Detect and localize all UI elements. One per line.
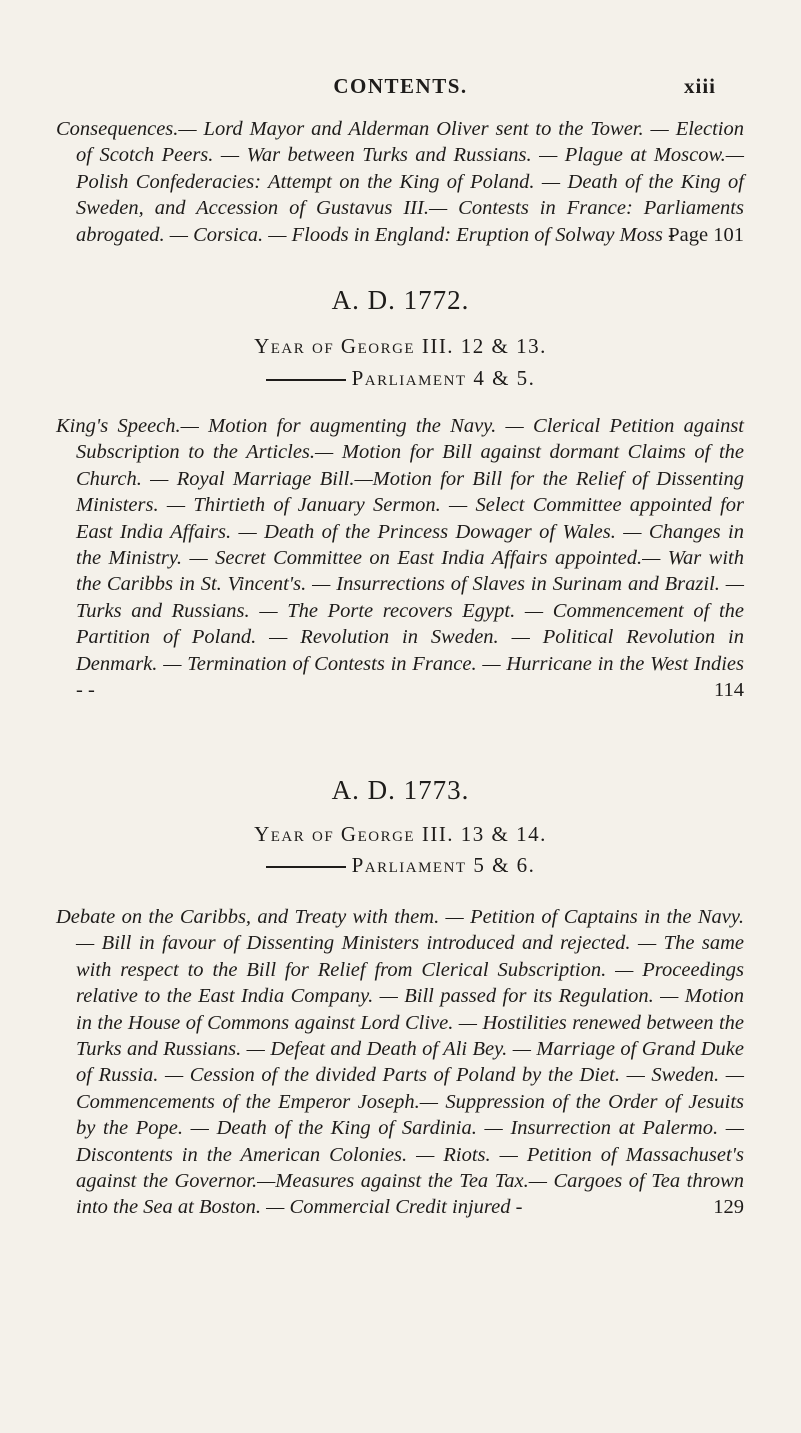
parliament-1773 — [0, 853, 801, 878]
rule-line — [266, 379, 346, 381]
page-number: xiii — [683, 74, 716, 98]
rule-line — [266, 866, 346, 868]
entry-text: Consequences.— Lord Mayor and Alderman Oliver sent to the Tower. — Election of Scotch Peers. — War between Turks and Russians. — Plague at Moscow.— Polish Confederacies: Attempt on the King of Poland. — Death of the King of Sweden, and Accession of Gustavus III.— Contests in France: Parliaments abrogated. — Corsica. — Floods in England: Eruption of Solway Moss - — [56, 118, 744, 246]
entry-page-ref: Page 101 — [668, 223, 744, 246]
page-title: CONTENTS. — [333, 74, 468, 98]
contents-entry-1772 — [56, 413, 744, 703]
parliament-label: Parliament 5 & 6. — [351, 853, 536, 877]
entry-page-ref: 114 — [714, 679, 744, 702]
entry-page-ref: 129 — [713, 1196, 744, 1219]
contents-entry-1771-tail — [56, 116, 744, 248]
year-heading-1772: A. D. 1772. — [331, 285, 470, 315]
parliament-label: Parliament 4 & 5. — [351, 366, 536, 390]
parliament-1772 — [0, 366, 801, 391]
contents-entry-1773 — [56, 904, 744, 1221]
entry-text: Debate on the Caribbs, and Treaty with them. — Petition of Captains in the Navy. — Bill in favour of Dissenting Ministers introduced and rejected. — The same with respect to the Bill for Relief from Clerical Subscription. — Proceedings relative to the East India Company. — Bill passed for its Regulation. — Motion in the House of Commons against Lord Clive. — Hostilities renewed between the Turks and Russians. — Defeat and Death of Ali Bey. — Marriage of Grand Duke of Russia. — Cession of the divided Parts of Poland by the Diet. — Sweden. — Commencements of the Emperor Joseph.— Suppression of the Order of Jesuits by the Pope. — Death of the King of Sardinia. — Insurrection at Palermo. — Discontents in the American Colonies. — Riots. — Petition of Massachuset's against the Governor.—Measures against the Tea Tax.— Cargoes of Tea thrown into the Sea at Boston. — Commercial Credit injured - — [56, 906, 744, 1219]
entry-text: King's Speech.— Motion for augmenting the Navy. — Clerical Petition against Subscription to the Articles.— Motion for Bill against dormant Claims of the Church. — Royal Marriage Bill.—Motion for Bill for the Relief of Dissenting Ministers. — Thirtieth of January Sermon. — Select Committee appointed for East India Affairs. — Death of the Princess Dowager of Wales. — Changes in the Ministry. — Secret Committee on East India Affairs appointed.— War with the Caribbs in St. Vincent's. — Insurrections of Slaves in Surinam and Brazil. — Turks and Russians. — The Porte recovers Egypt. — Commencement of the Partition of Poland. — Revolution in Sweden. — Political Revolution in Denmark. — Termination of Contests in France. — Hurricane in the West Indies - - — [56, 415, 744, 702]
running-head — [0, 74, 801, 104]
reign-year-1772: Year of George III. 12 & 13. — [254, 334, 547, 358]
reign-year-1773: Year of George III. 13 & 14. — [254, 822, 547, 846]
year-heading-1773: A. D. 1773. — [331, 775, 470, 805]
